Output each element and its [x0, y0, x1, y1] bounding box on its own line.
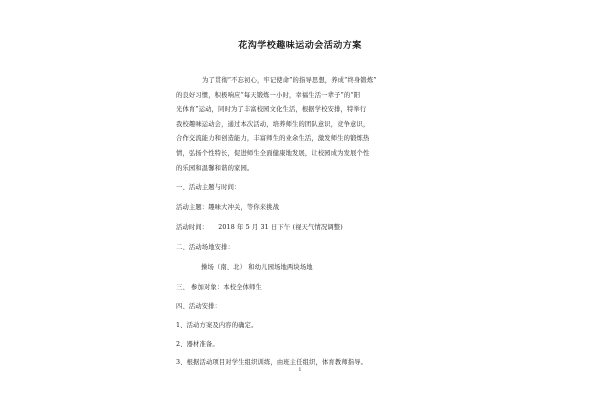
activity-time	[176, 222, 343, 231]
arrangement-item-3: 3、根据活动项目对学生组织训练，由班主任组织，体育教师指导。	[176, 359, 368, 366]
intro-line: 为了贯彻“不忘初心，牢记使命”的指导思想，养成“终身锻炼”	[202, 77, 377, 84]
intro-line: 合作交流能力和创造能力，丰富师生的业余生活，激发师生的锻炼热	[176, 135, 370, 143]
intro-paragraph	[176, 74, 416, 176]
activity-theme: 活动主题：趣味大冲关，等你来挑战	[176, 204, 280, 211]
intro-line: 光体育”运动，同时为了丰富校园文化生活，根据学校安排，特举行	[176, 106, 367, 114]
intro-line: 情，弘扬个性特长，促进师生全面健康地发展，让校园成为发展个性	[176, 149, 370, 157]
section-3-heading: 三、 参加对象：本校全体师生	[176, 284, 262, 291]
section-4-heading: 四、活动安排：	[176, 303, 222, 310]
section-1-heading: 一、活动主题与时间：	[176, 184, 241, 191]
intro-line: 的良好习惯，积极响应“每天锻炼一小时，幸福生活一辈子”的“阳	[176, 91, 361, 99]
intro-line: 的乐园和温馨和谐的家园。	[176, 164, 254, 172]
activity-time-value: 2018 年 5 月 31 日下午 (视天气情况调整)	[218, 224, 343, 231]
arrangement-item-2: 2、器材准备。	[176, 341, 219, 348]
arrangement-item-1: 1、活动方案及内容的确定。	[176, 322, 258, 329]
intro-line: 我校趣味运动会，通过本次活动，培养师生的团队意识，竞争意识，	[176, 120, 370, 128]
document-title: 花沟学校趣味运动会活动方案	[238, 41, 362, 51]
section-2-heading: 二、活动场地安排：	[176, 244, 235, 251]
venue-line: 操场（南、北） 和幼儿园场地两块场地	[201, 264, 313, 271]
page-number: 1	[298, 367, 302, 373]
activity-time-label: 活动时间：	[176, 224, 209, 231]
